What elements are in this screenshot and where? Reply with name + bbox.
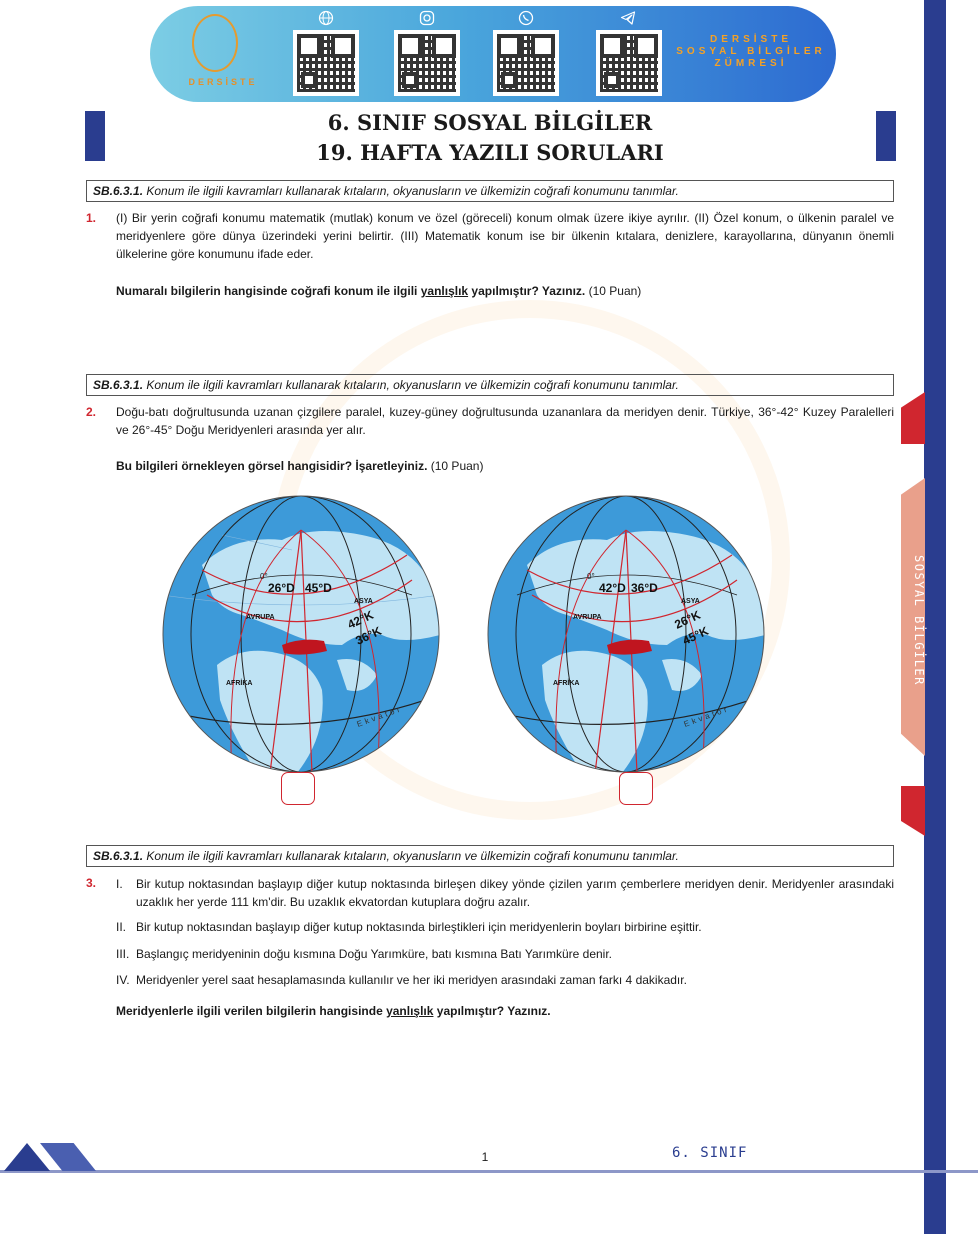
- equator-label: Ekvator: [355, 703, 404, 729]
- telegram-icon: [618, 10, 638, 26]
- parallel-label-2: 36°K: [353, 623, 384, 648]
- parallel-label-1: 26°K: [672, 607, 703, 632]
- question-1-prompt: Numaralı bilgilerin hangisinde coğrafi konum ile ilgili yanlışlık yapılmıştır? Yazınız. (10 Puan): [116, 284, 642, 298]
- qr-code-website[interactable]: [293, 30, 359, 96]
- meridian-label-2: 45°D: [305, 581, 332, 595]
- statement-2: Bir kutup noktasından başlayıp diğer kutup noktasında birleştikleri için meridyenlerin boyları birbirine eşittir.: [136, 920, 702, 934]
- question-2-text: Doğu-batı doğrultusunda uzanan çizgilere paralel, kuzey-güney doğrultusunda uzananlara da meridyen denir. Türkiye, 36°-42° Kuzey Paralelleri ve 26°-45° Doğu Meridyenleri arasında yer alır.: [116, 405, 894, 437]
- parallel-label-2: 45°K: [680, 623, 711, 648]
- statement-roman-2: II.: [116, 920, 127, 934]
- globe-option-b: [487, 495, 765, 773]
- question-number-2: 2.: [86, 405, 97, 419]
- equator-label: Ekvator: [682, 703, 731, 729]
- statement-1: Bir kutup noktasından başlayıp diğer kutup noktasında birleşen dikey yönde çizilen yarım çemberlere meridyen denir. Meridyenler arasındaki uzaklık her yerde 111 km'dir. Bu uzaklık ekvatordan kutuplara doğru azalır.: [136, 877, 894, 909]
- question-2-prompt: Bu bilgileri örnekleyen görsel hangisidir? İşaretleyiniz. (10 Puan): [116, 459, 484, 473]
- europe-label: AVRUPA: [573, 614, 602, 621]
- footer-logo-triangle: [4, 1143, 50, 1171]
- dersiste-logo-icon: [192, 14, 238, 72]
- meridian-label-1: 26°D: [268, 581, 295, 595]
- question-number-3: 3.: [86, 876, 97, 890]
- statement-roman-4: IV.: [116, 973, 130, 987]
- question-1-text: (I) Bir yerin coğrafi konumu matematik (mutlak) konum ve özel (göreceli) konum olmak üzere ikiye ayrılır. (II) Özel konum, o ülkenin paralel ve meridyenlere göre dünya üzerindeki yerini belirtir. (III) Matematik konum ise bir ülkenin kıtalara, denizlere, karayollarına, dünyanın önemli ülkelerine göre konumunu ifade eder.: [116, 211, 894, 261]
- africa-label: AFRİKA: [226, 680, 253, 687]
- qr-code-whatsapp[interactable]: [493, 30, 559, 96]
- meridian-label-2: 36°D: [631, 581, 658, 595]
- globe-icon: [316, 10, 336, 26]
- qr-code-instagram[interactable]: [394, 30, 460, 96]
- brand-text: DERSİSTE SOSYAL BİLGİLER ZÜMRESİ: [676, 34, 826, 69]
- side-tab-top: [901, 392, 925, 444]
- zero-meridian-label: 0°: [587, 572, 595, 581]
- side-tab-bottom: [901, 786, 925, 836]
- outcome-box-2: SB.6.3.1. Konum ile ilgili kavramları kullanarak kıtaların, okyanusların ve ülkemizin coğrafi konumunu tanımlar.: [86, 374, 894, 396]
- title-accent-left: [85, 111, 105, 161]
- statement-4: Meridyenler yerel saat hesaplamasında kullanılır ve her iki meridyen arasındaki zaman farkı 4 dakikadır.: [136, 973, 687, 987]
- europe-label: AVRUPA: [246, 614, 275, 621]
- qr-code-telegram[interactable]: [596, 30, 662, 96]
- instagram-icon: [417, 10, 437, 26]
- zero-meridian-label: 0°: [260, 572, 268, 581]
- page-number: 1: [481, 1150, 489, 1164]
- whatsapp-icon: [516, 10, 536, 26]
- asia-label: ASYA: [681, 598, 700, 605]
- page-title: 6. SINIF SOSYAL BİLGİLER 19. HAFTA YAZILI SORULARI: [316, 110, 664, 165]
- parallel-label-1: 42°K: [345, 607, 376, 632]
- outcome-box-3: SB.6.3.1. Konum ile ilgili kavramları kullanarak kıtaların, okyanusların ve ülkemizin coğrafi konumunu tanımlar.: [86, 845, 894, 867]
- asia-label: ASYA: [354, 598, 373, 605]
- side-subject-label: SOSYAL BİLGİLER: [912, 554, 926, 686]
- side-bar: [924, 0, 946, 1234]
- statement-roman-1: I.: [116, 877, 123, 891]
- africa-label: AFRİKA: [553, 680, 580, 687]
- answer-checkbox-a[interactable]: [281, 772, 315, 805]
- question-3-prompt: Meridyenlerle ilgili verilen bilgilerin hangisinde yanlışlık yapılmıştır? Yazınız.: [116, 1004, 551, 1018]
- outcome-box-1: SB.6.3.1. Konum ile ilgili kavramları kullanarak kıtaların, okyanusların ve ülkemizin coğrafi konumunu tanımlar.: [86, 180, 894, 202]
- footer-grade: 6. SINIF: [672, 1145, 748, 1161]
- statement-roman-3: III.: [116, 947, 130, 961]
- footer-line: [0, 1170, 978, 1173]
- statement-3: Başlangıç meridyeninin doğu kısmına Doğu Yarımküre, batı kısmına Batı Yarımküre denir.: [136, 947, 613, 961]
- question-number-1: 1.: [86, 211, 97, 225]
- footer-logo-parallelogram: [40, 1143, 96, 1171]
- answer-checkbox-b[interactable]: [619, 772, 653, 805]
- meridian-label-1: 42°D: [599, 581, 626, 595]
- globe-option-a: [162, 495, 440, 773]
- logo-text: DERSİSTE: [188, 77, 258, 87]
- title-accent-right: [876, 111, 896, 161]
